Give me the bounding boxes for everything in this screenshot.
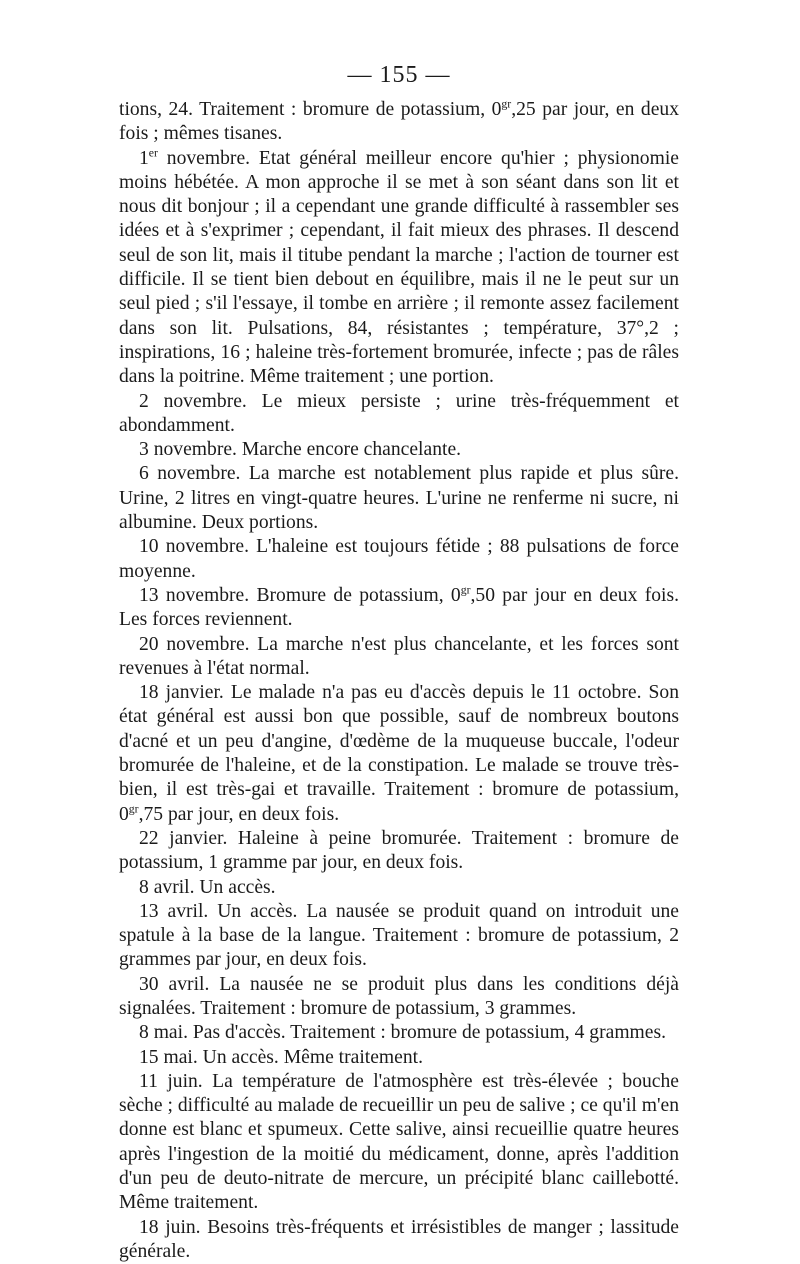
body-text	[119, 98, 679, 1264]
paragraph: tions, 24. Traitement : bromure de potassium, $0^{gr},25$ par jour, en deux fois ; mêmes tisanes.	[119, 97, 680, 145]
paragraph: 13 novembre. Bromure de potassium, $0^{gr},50$ par jour en deux fois. Les forces reviennent.	[119, 583, 679, 631]
paragraph: 13 avril. Un accès. La nausée se produit quand on introduit une spatule à la base de la langue. Traitement : bromure de potassium, 2 grammes par jour, en deux fois.	[119, 900, 679, 971]
paragraph: 18 janvier. Le malade n'a pas eu d'accès depuis le 11 octobre. Son état général est aussi bon que possible, sauf de nombreux boutons d'acné et un peu d'angine, d'œdème de la muqueuse buccale, l'odeur bromurée de l'haleine, et de la constipation. Le malade se trouve très-bien, il est très-gai et travaille. Traitement : bromure de potassium, $0^{gr},75$ par jour, en deux fois.	[119, 682, 679, 825]
paragraph: 10 novembre. L'haleine est toujours fétide ; 88 pulsations de force moyenne.	[119, 536, 679, 582]
paragraph: 1er novembre. Etat général meilleur encore qu'hier ; physionomie moins hébétée. A mon approche il se met à son séant dans son lit et nous dit bonjour ; il a cependant une grande difficulté à rassembler ses idées et à s'exprimer ; cependant, il fait mieux des phrases. Il descend seul de son lit, mais il titube pendant la marche ; l'action de tourner est difficile. Il se tient bien debout en équilibre, mais il ne le peut sur un seul pied ; s'il l'essaye, il tombe en arrière ; il remonte assez facilement dans son lit. Pulsations, 84, résistantes ; température, 37°,2 ; inspirations, 16 ; haleine très-fortement bromurée, infecte ; pas de râles dans la poitrine. Même traitement ; une portion.	[119, 146, 679, 388]
paragraph: 3 novembre. Marche encore chancelante.	[139, 439, 462, 461]
paragraph: 11 juin. La température de l'atmosphère est très-élevée ; bouche sèche ; difficulté au malade de recueillir un peu de salive ; ce qu'il m'en donne est blanc et spumeux. Cette salive, ainsi recueillie quatre heures après l'ingestion de la moitié du médicament, donne, après l'addition d'un peu de deuto-nitrate de mercure, un précipité blanc caillebotté. Même traitement.	[119, 1070, 679, 1214]
paragraph: 20 novembre. La marche n'est plus chancelante, et les forces sont revenues à l'état normal.	[119, 633, 679, 679]
page-number: — 155 —	[347, 62, 451, 88]
paragraph: 2 novembre. Le mieux persiste ; urine très-fréquemment et abondamment.	[119, 390, 679, 436]
paragraph: 15 mai. Un accès. Même traitement.	[139, 1046, 424, 1068]
paragraph: 8 avril. Un accès.	[139, 876, 276, 898]
paragraph: 8 mai. Pas d'accès. Traitement : bromure de potassium, 4 grammes.	[139, 1022, 667, 1044]
book-page	[119, 60, 679, 1264]
paragraph: 6 novembre. La marche est notablement plus rapide et plus sûre. Urine, 2 litres en vingt-quatre heures. L'urine ne renferme ni sucre, ni albumine. Deux portions.	[119, 463, 679, 534]
paragraph: 22 janvier. Haleine à peine bromurée. Traitement : bromure de potassium, 1 gramme par jour, en deux fois.	[119, 827, 679, 874]
paragraph: 18 juin. Besoins très-fréquents et irrésistibles de manger ; lassitude générale.	[119, 1216, 679, 1262]
paragraph: 30 avril. La nausée ne se produit plus dans les conditions déjà signalées. Traitement : bromure de potassium, 3 grammes.	[119, 973, 679, 1019]
